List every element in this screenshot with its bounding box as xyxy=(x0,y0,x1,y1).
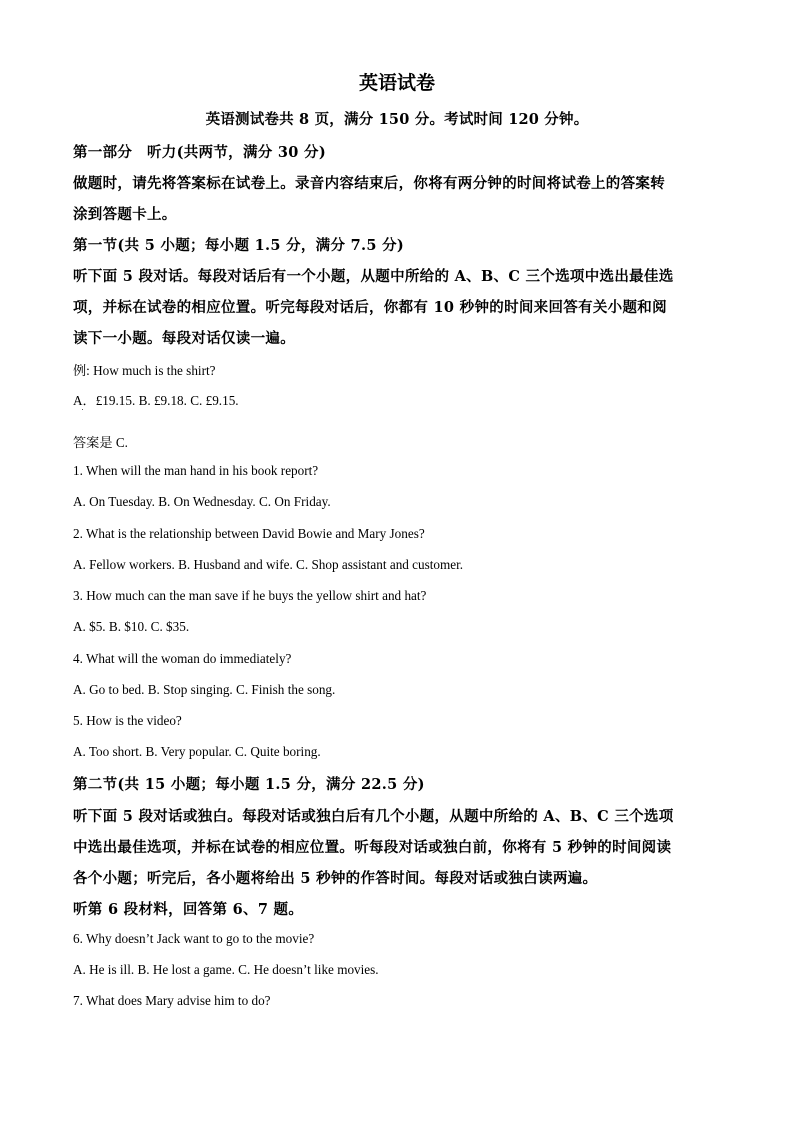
question-options: A. $5. B. $10. C. $35. xyxy=(73,619,190,634)
question-options: A. Go to bed. B. Stop singing. C. Finish the song. xyxy=(73,682,336,697)
question: 2. What is the relationship between David Bowie and Mary Jones? xyxy=(73,526,425,541)
instruction-line: 读下一小题。每段对话仅读一遍。 xyxy=(73,330,295,347)
instruction-line: 听下面 5 段对话。每段对话后有一个小题，从题中所给的 A、B、C 三个选项中选出最佳选 xyxy=(73,268,674,285)
question: 7. What does Mary advise him to do? xyxy=(73,993,271,1008)
question: 1. When will the man hand in his book report? xyxy=(73,463,319,478)
instruction-line: 涂到答题卡上。 xyxy=(73,206,177,223)
example-answer: 答案是 C. xyxy=(73,435,128,450)
question-options: A. He is ill. B. He lost a game. C. He doesn’t like movies. xyxy=(73,962,379,977)
exam-info: 英语测试卷共 8 页，满分 150 分。考试时间 120 分钟。 xyxy=(205,111,589,128)
section-heading: 第一节(共 5 小题；每小题 1.5 分，满分 7.5 分) xyxy=(73,237,405,254)
question-options: A. Too short. B. Very popular. C. Quite boring. xyxy=(73,744,321,759)
stray-dot xyxy=(82,409,83,410)
question-options: A. On Tuesday. B. On Wednesday. C. On Friday. xyxy=(73,494,331,509)
question: 5. How is the video? xyxy=(73,713,182,728)
instruction-line: 听下面 5 段对话或独白。每段对话或独白后有几个小题，从题中所给的 A、B、C 三个选项 xyxy=(73,808,674,825)
question-options: A. Fellow workers. B. Husband and wife. C. Shop assistant and customer. xyxy=(73,557,464,572)
page-title: 英语试卷 xyxy=(358,72,435,94)
question: 6. Why doesn’t Jack want to go to the movie? xyxy=(73,931,315,946)
material-heading: 听第 6 段材料，回答第 6、7 题。 xyxy=(73,901,304,918)
question: 4. What will the woman do immediately? xyxy=(73,651,292,666)
instruction-line: 做题时，请先将答案标在试卷上。录音内容结束后，你将有两分钟的时间将试卷上的答案转 xyxy=(73,175,665,192)
question: 3. How much can the man save if he buys the yellow shirt and hat? xyxy=(73,588,427,603)
example-options: A．£19.15. B. £9.18. C. £9.15. xyxy=(73,393,239,408)
instruction-line: 中选出最佳选项，并标在试卷的相应位置。听每段对话或独白前，你将有 5 秒钟的时间阅读 xyxy=(73,839,672,856)
part-heading: 第一部分 听力(共两节，满分 30 分) xyxy=(73,144,326,161)
section-heading: 第二节(共 15 小题；每小题 1.5 分，满分 22.5 分) xyxy=(73,776,425,793)
instruction-line: 各个小题；听完后，各小题将给出 5 秒钟的作答时间。每段对话或独白读两遍。 xyxy=(73,870,598,887)
instruction-line: 项，并标在试卷的相应位置。听完每段对话后，你都有 10 秒钟的时间来回答有关小题和阅 xyxy=(73,299,667,316)
example-question: 例: How much is the shirt? xyxy=(73,363,216,378)
